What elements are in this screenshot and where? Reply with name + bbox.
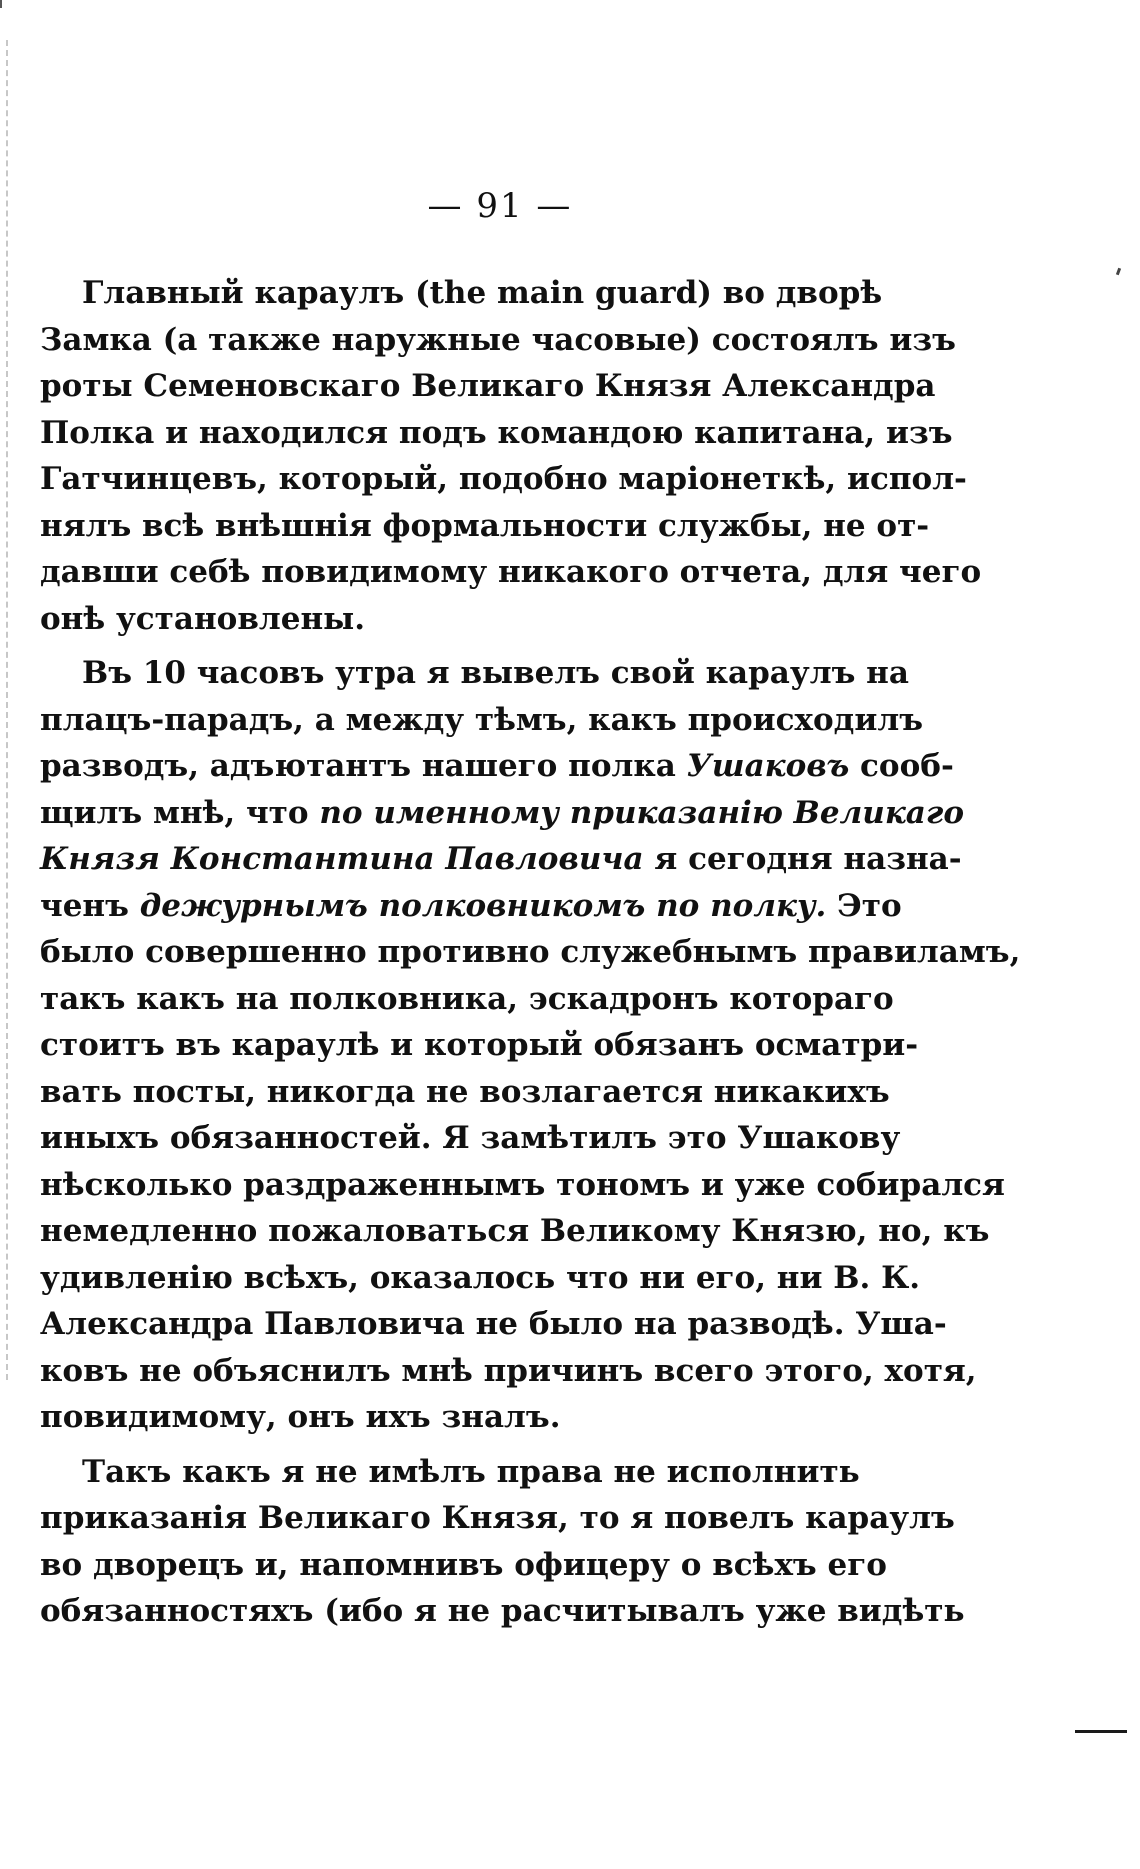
text-run: щилъ мнѣ, что	[40, 794, 320, 831]
text-run: сооб-	[849, 748, 954, 784]
text-line: стоитъ въ караулѣ и который обязанъ осматри-	[40, 1027, 919, 1063]
text-line: Такъ какъ я не имѣлъ права не исполнить	[82, 1453, 860, 1490]
scan-margin-dash	[1075, 1730, 1127, 1733]
text-line: вать посты, никогда не возлагается никакихъ	[40, 1073, 890, 1110]
text-line: Полка и находился подъ командою капитана, изъ	[40, 414, 953, 451]
text-line: такъ какъ на полковника, эскадронъ котораго	[40, 980, 894, 1017]
text-line: давши себѣ повидимому никакого отчета, для чего	[40, 554, 982, 590]
text-line: нялъ всѣ внѣшнія формальности службы, не от-	[40, 507, 930, 544]
text-line: удивленію всѣхъ, оказалось что ни его, ни В. К.	[40, 1259, 921, 1296]
text-run: Это	[826, 887, 902, 924]
text-line: нѣсколько раздраженнымъ тономъ и уже собирался	[40, 1166, 1005, 1203]
text-line: Замка (а также наружные часовые) состоялъ изъ	[40, 321, 956, 358]
paragraph-3	[40, 1449, 965, 1635]
text-line: онѣ установлены.	[40, 600, 366, 637]
text-line: немедленно пожаловаться Великому Князю, но, къ	[40, 1213, 990, 1249]
italic-phrase: Князя Константина Павловича	[40, 841, 644, 877]
italic-name: Ушаковъ	[686, 748, 850, 784]
text-run: ченъ	[40, 887, 140, 924]
scan-left-edge	[6, 40, 8, 1380]
text-line: Главный караулъ (the main guard) во дворѣ	[82, 275, 883, 311]
paragraph-2	[40, 650, 1021, 1441]
page-number: — 91 —	[427, 186, 573, 226]
text-line: приказанія Великаго Князя, то я повелъ караулъ	[40, 1500, 955, 1536]
text-line	[40, 790, 965, 837]
text-line: роты Семеновскаго Великаго Князя Александра	[40, 368, 936, 404]
page-body	[40, 270, 1021, 1635]
text-line: Въ 10 часовъ утра я вывелъ свой караулъ на	[82, 655, 909, 691]
text-line: ковъ не объяснилъ мнѣ причинъ всего этого, хотя,	[40, 1352, 977, 1389]
text-line: было совершенно противно служебнымъ правиламъ,	[40, 934, 1021, 970]
text-line: иныхъ обязанностей. Я замѣтилъ это Ушакову	[40, 1120, 901, 1156]
paragraph-1	[40, 270, 982, 642]
italic-phrase: дежурнымъ полковникомъ по полку.	[139, 887, 827, 924]
text-line: Александра Павловича не было на разводѣ. Уша-	[40, 1306, 947, 1342]
text-run: я сегодня назна-	[643, 841, 962, 877]
text-line	[40, 883, 902, 930]
text-line: Гатчинцевъ, который, подобно маріонеткѣ, испол-	[40, 461, 967, 497]
text-run: разводъ, адъютантъ нашего полка	[40, 748, 687, 784]
scan-speck	[1116, 268, 1121, 276]
text-line: плацъ-парадъ, а между тѣмъ, какъ происходилъ	[40, 701, 923, 738]
text-line: обязанностяхъ (ибо я не расчитывалъ уже видѣть	[40, 1593, 965, 1629]
text-line: во дворецъ и, напомнивъ офицеру о всѣхъ его	[40, 1546, 887, 1583]
text-line: повидимому, онъ ихъ зналъ.	[40, 1399, 561, 1435]
scan-corner-mark	[0, 0, 8, 8]
text-line	[40, 743, 954, 790]
text-line	[40, 836, 962, 883]
italic-phrase: по именному приказанію Великаго	[319, 794, 965, 831]
